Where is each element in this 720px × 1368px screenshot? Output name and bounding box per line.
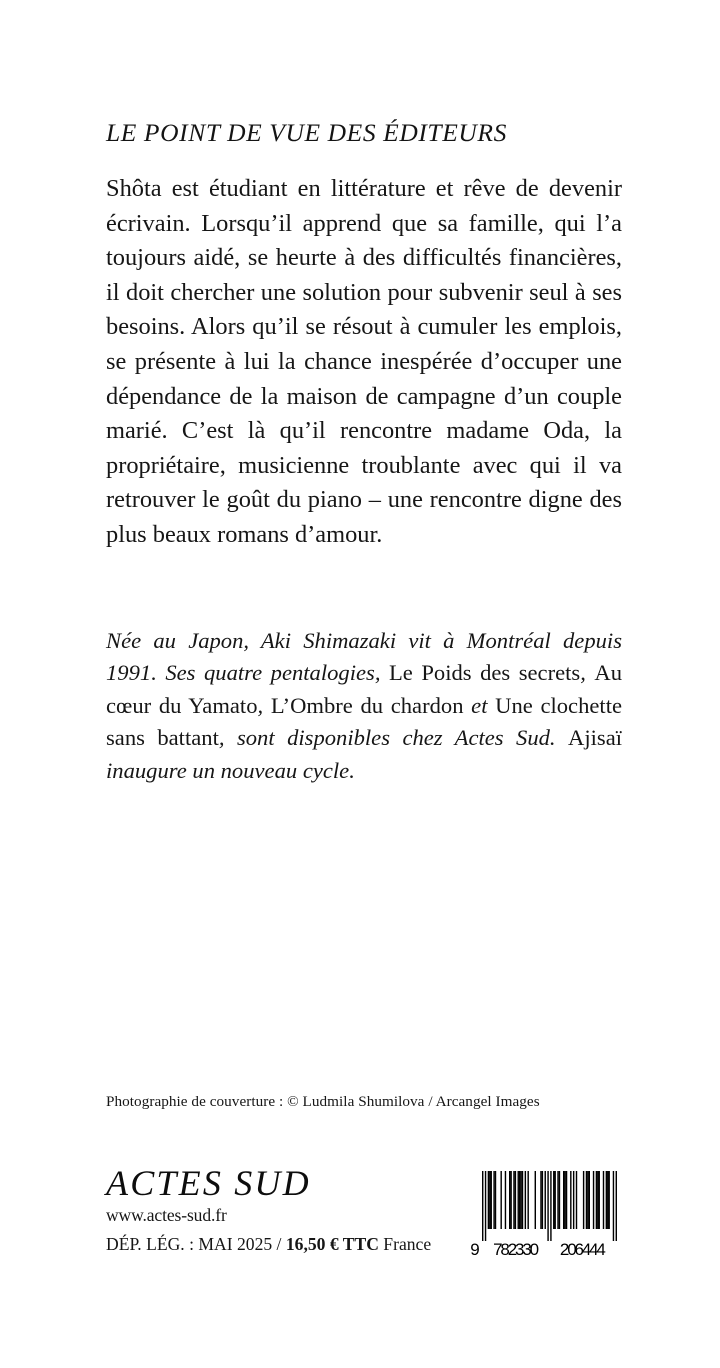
actes-sud-logo: ACTES SUD (106, 1163, 311, 1203)
ean13-barcode (468, 1163, 620, 1265)
author-bio-availability: , sont disponibles chez Actes Sud. (218, 725, 569, 751)
author-bio-outro: inaugure un nouveau cycle. (106, 757, 355, 783)
author-bio-separator-1: , (580, 660, 595, 686)
price-country: France (378, 1234, 432, 1254)
barcode-graphic (468, 1163, 620, 1265)
legal-deposit-label: DÉP. LÉG. : MAI 2025 / (106, 1234, 286, 1254)
author-bio-conjunction: et (463, 692, 496, 718)
publisher-website-url[interactable]: www.actes-sud.fr (106, 1205, 227, 1225)
book-title-ajisai: Ajisaï (568, 725, 623, 751)
legal-deposit-line (106, 1232, 431, 1256)
book-title-le-poids-des-secrets: Le Poids des secrets (389, 660, 581, 686)
price-value: 16,50 € TTC (285, 1234, 379, 1254)
svg-text:9: 9 (470, 1240, 480, 1259)
publisher-block (106, 1163, 426, 1227)
author-bio-intro: Née au Japon, Aki Shimazaki vit à Montréal depuis 1991. Ses quatre pentalogies, (106, 628, 622, 686)
book-title-une-clochette-sans-battant: Une clochette sans battant (106, 692, 622, 751)
book-blurb-paragraph: Shôta est étudiant en littérature et rêve de devenir écrivain. Lorsqu’il apprend que sa famille, qui l’a toujours aidé, se heurte à des difficultés financières, il doit chercher une solution pour subvenir seul à ses besoins. Alors qu’il se résout à cumuler les emplois, se présente à lui la chance inespérée d’occuper une dépendance de la maison de campagne d’un couple marié. C’est là qu’il rencontre madame Oda, la propriétaire, musicienne troublante avec qui il va retrouver le goût du piano – une rencontre digne des plus beaux romans d’amour. (106, 175, 622, 548)
author-bio-separator-2: , (257, 692, 271, 718)
book-title-lombre-du-chardon: L’Ombre du chardon (270, 692, 464, 718)
author-biography-paragraph (106, 625, 622, 787)
svg-text:782330: 782330 (493, 1240, 540, 1259)
cover-photograph-credit: Photographie de couverture : © Ludmila Shumilova / Arcangel Images (106, 1093, 540, 1110)
editors-viewpoint-heading: LE POINT DE VUE DES ÉDITEURS (106, 118, 507, 147)
book-title-au-coeur-du-yamato: Au cœur du Yamato (106, 660, 623, 718)
svg-text:206444: 206444 (559, 1240, 606, 1259)
